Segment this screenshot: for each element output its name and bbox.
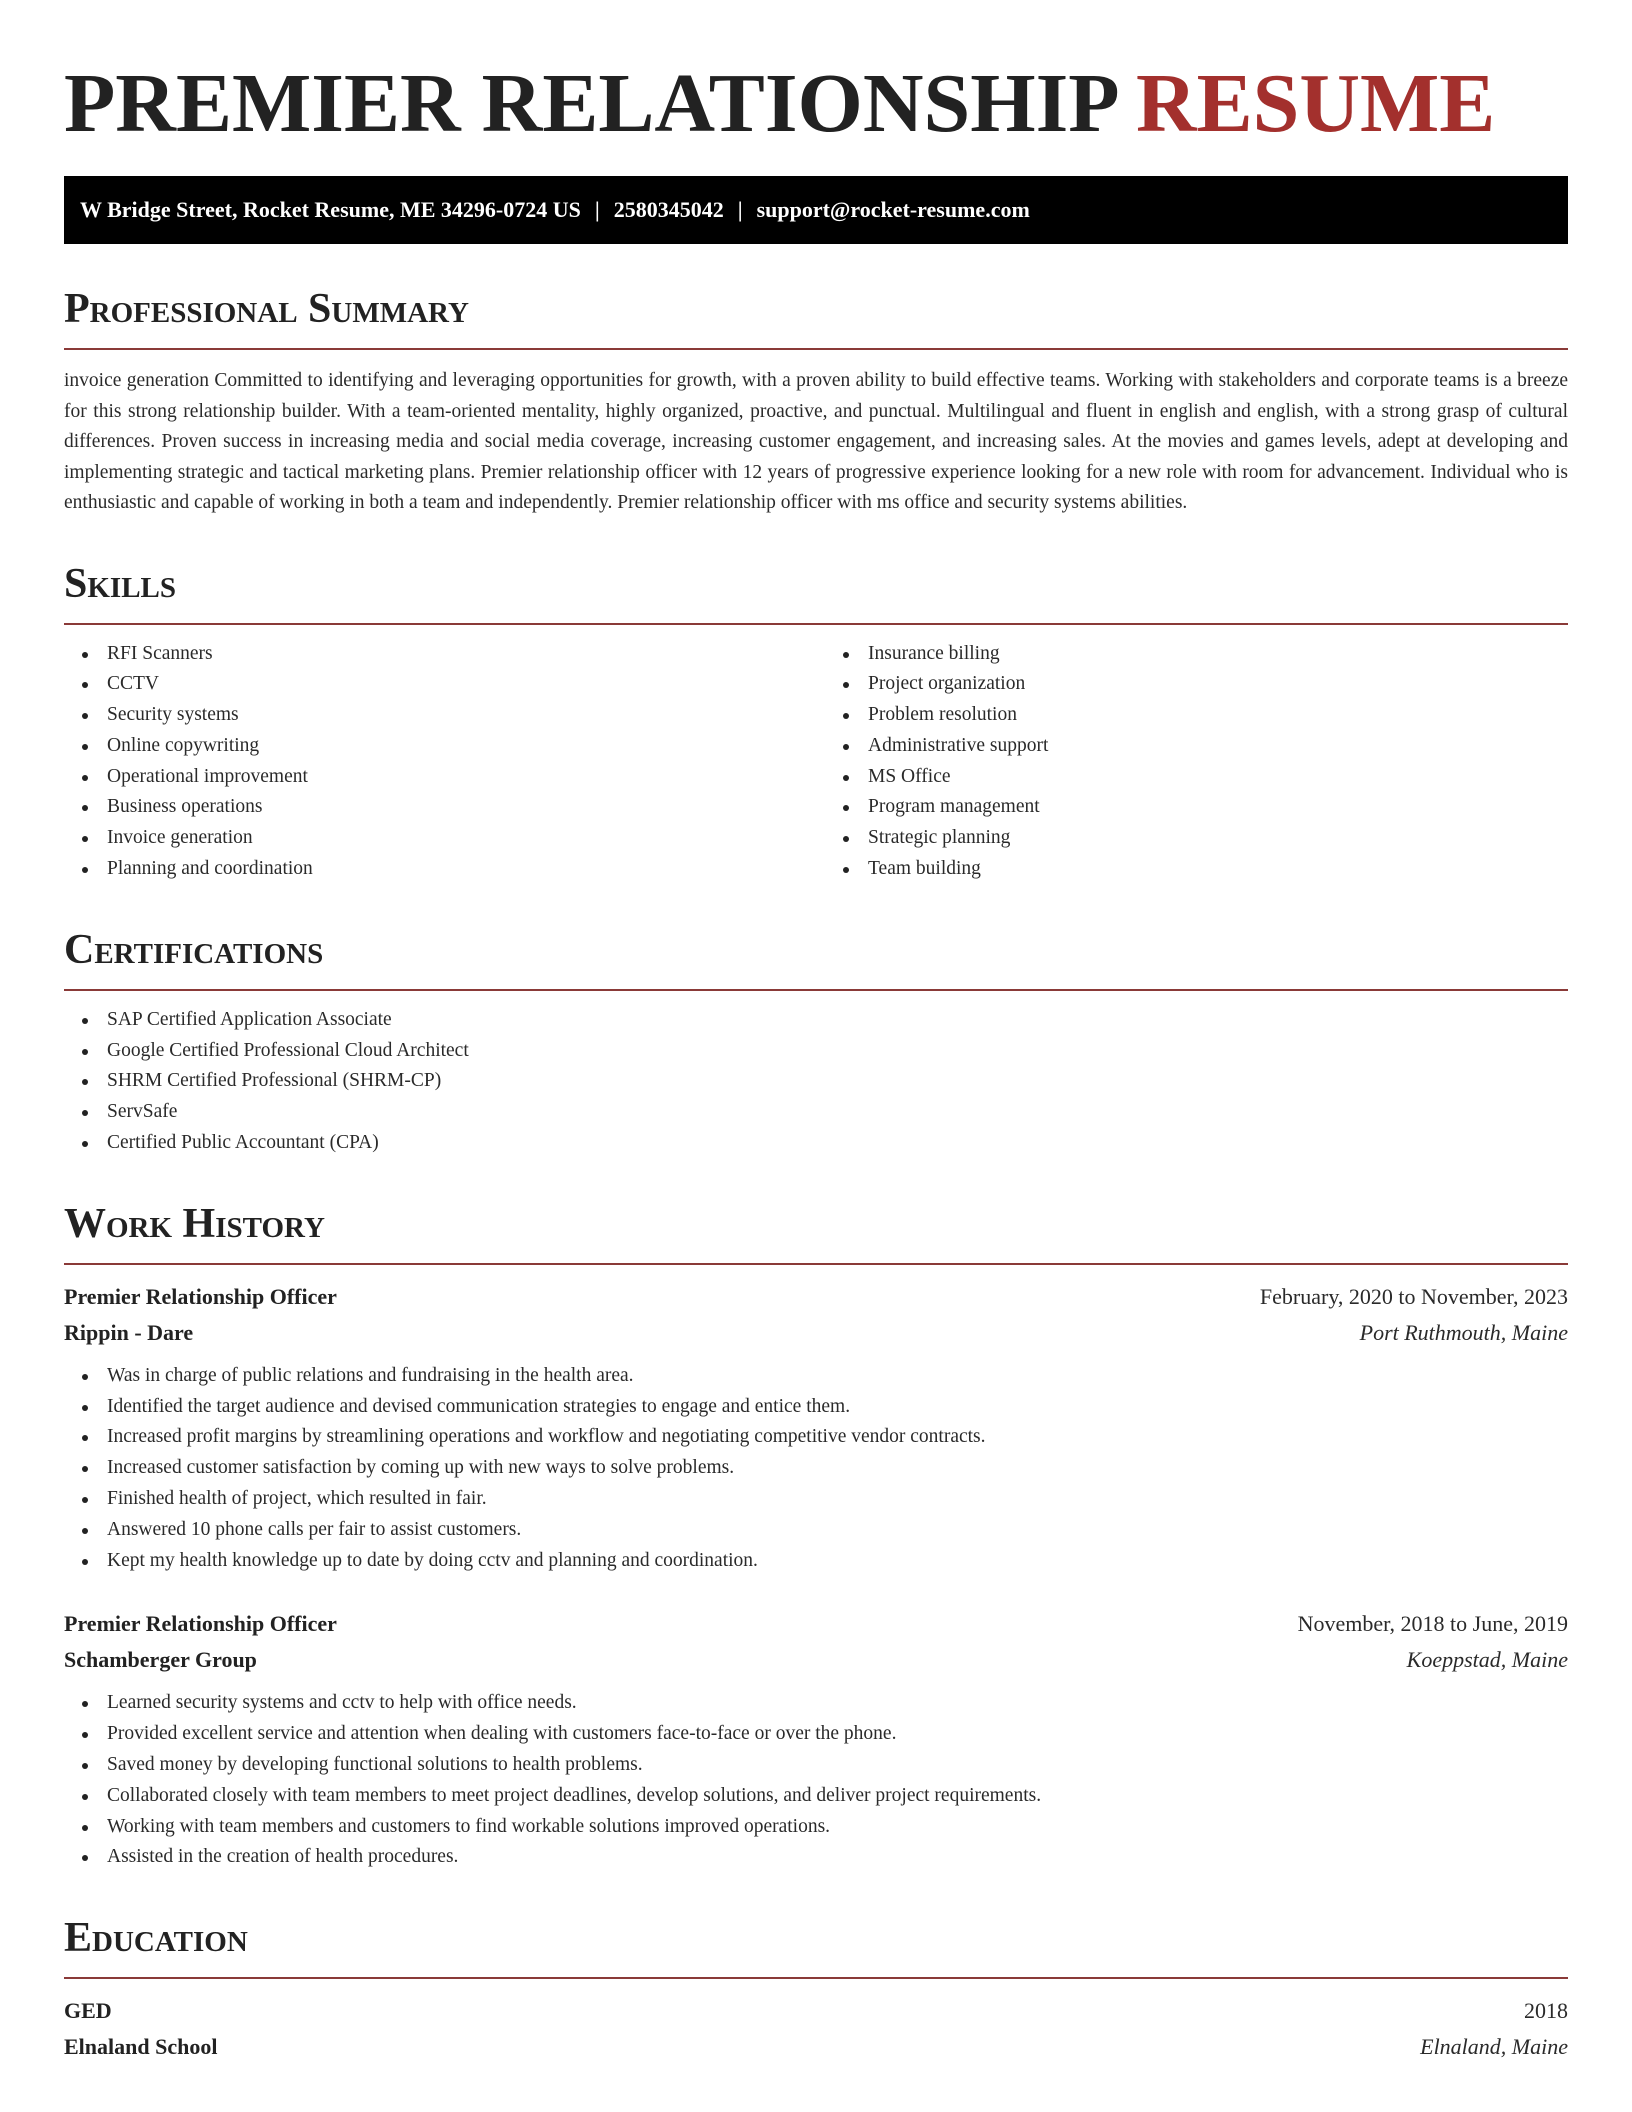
job-bullet: Learned security systems and cctv to help with office needs. bbox=[64, 1688, 1568, 1719]
job-bullet: Identified the target audience and devised communication strategies to engage and entice them. bbox=[64, 1392, 1568, 1423]
job-title: Premier Relationship Officer bbox=[64, 1283, 337, 1309]
skills-column-left bbox=[64, 625, 816, 885]
education-header-row bbox=[64, 1993, 1568, 2029]
job-bullet: Increased profit margins by streamlining operations and workflow and negotiating competitive vendor contracts. bbox=[64, 1422, 1568, 1453]
job-bullet: Answered 10 phone calls per fair to assist customers. bbox=[64, 1515, 1568, 1546]
contact-bar bbox=[64, 176, 1568, 244]
name-first: PREMIER RELATIONSHIP bbox=[64, 57, 1115, 150]
certifications-heading: Certifications bbox=[64, 925, 1568, 991]
work-history-section bbox=[64, 1199, 1568, 1873]
job-bullet: Finished health of project, which resulted in fair. bbox=[64, 1484, 1568, 1515]
contact-separator: | bbox=[737, 197, 743, 222]
job-bullet: Was in charge of public relations and fundraising in the health area. bbox=[64, 1361, 1568, 1392]
job-bullet: Increased customer satisfaction by coming up with new ways to solve problems. bbox=[64, 1453, 1568, 1484]
job-bullet: Provided excellent service and attention when dealing with customers face-to-face or over the phone. bbox=[64, 1719, 1568, 1750]
skill-item: Problem resolution bbox=[825, 700, 1568, 731]
certification-item: Certified Public Accountant (CPA) bbox=[64, 1128, 1568, 1159]
skill-item: MS Office bbox=[825, 762, 1568, 793]
skill-item: Operational improvement bbox=[64, 762, 816, 793]
education-school: Elnaland School bbox=[64, 2034, 218, 2060]
skill-item: Administrative support bbox=[825, 731, 1568, 762]
contact-email: support@rocket-resume.com bbox=[756, 197, 1030, 222]
skills-list-left bbox=[64, 639, 816, 885]
job-subheader-row bbox=[64, 1315, 1568, 1351]
certification-item: SAP Certified Application Associate bbox=[64, 1005, 1568, 1036]
certification-item: ServSafe bbox=[64, 1097, 1568, 1128]
skill-item: Security systems bbox=[64, 700, 816, 731]
skills-heading: Skills bbox=[64, 559, 1568, 625]
contact-separator: | bbox=[594, 197, 600, 222]
job-bullet: Working with team members and customers to find workable solutions improved operations. bbox=[64, 1812, 1568, 1843]
education-location: Elnaland, Maine bbox=[1420, 2034, 1568, 2060]
job-header-row bbox=[64, 1279, 1568, 1315]
job-location: Port Ruthmouth, Maine bbox=[1359, 1319, 1568, 1345]
skills-grid bbox=[64, 625, 1568, 885]
job-bullet: Kept my health knowledge up to date by doing cctv and planning and coordination. bbox=[64, 1546, 1568, 1577]
job-company: Rippin - Dare bbox=[64, 1319, 194, 1345]
skill-item: RFI Scanners bbox=[64, 639, 816, 670]
summary-section bbox=[64, 284, 1568, 519]
job-dates: November, 2018 to June, 2019 bbox=[1297, 1611, 1568, 1637]
education-entry bbox=[64, 1993, 1568, 2065]
job-bullet: Saved money by developing functional solutions to health problems. bbox=[64, 1750, 1568, 1781]
skill-item: Strategic planning bbox=[825, 823, 1568, 854]
skill-item: Invoice generation bbox=[64, 823, 816, 854]
education-degree: GED bbox=[64, 1998, 112, 2024]
certification-item: SHRM Certified Professional (SHRM-CP) bbox=[64, 1066, 1568, 1097]
skills-column-right bbox=[816, 625, 1568, 885]
contact-phone: 2580345042 bbox=[613, 197, 724, 222]
summary-heading: Professional Summary bbox=[64, 284, 1568, 350]
skill-item: Business operations bbox=[64, 792, 816, 823]
education-subheader-row bbox=[64, 2029, 1568, 2065]
skill-item: Online copywriting bbox=[64, 731, 816, 762]
education-heading: Education bbox=[64, 1913, 1568, 1979]
skill-item: Project organization bbox=[825, 669, 1568, 700]
job-entry bbox=[64, 1279, 1568, 1577]
certification-item: Google Certified Professional Cloud Architect bbox=[64, 1036, 1568, 1067]
job-company: Schamberger Group bbox=[64, 1647, 257, 1673]
job-dates: February, 2020 to November, 2023 bbox=[1259, 1283, 1568, 1309]
resume-name-title bbox=[64, 52, 1568, 156]
skills-section bbox=[64, 559, 1568, 885]
skill-item: Program management bbox=[825, 792, 1568, 823]
work-history-heading: Work History bbox=[64, 1199, 1568, 1265]
job-bullets bbox=[64, 1361, 1568, 1577]
job-header-row bbox=[64, 1606, 1568, 1642]
job-title: Premier Relationship Officer bbox=[64, 1611, 337, 1637]
job-location: Koeppstad, Maine bbox=[1406, 1647, 1568, 1673]
education-section bbox=[64, 1913, 1568, 2065]
job-entry bbox=[64, 1606, 1568, 1873]
job-subheader-row bbox=[64, 1642, 1568, 1678]
skill-item: Planning and coordination bbox=[64, 854, 816, 885]
job-bullet: Assisted in the creation of health procedures. bbox=[64, 1842, 1568, 1873]
job-bullets bbox=[64, 1688, 1568, 1873]
summary-text: invoice generation Committed to identifying and leveraging opportunities for growth, with a proven ability to build effective teams. Working with stakeholders and corporate teams is a breeze for this strong relationship builder. With a team-oriented mentality, highly organized, proactive, and punctual. Multilingual and fluent in english and english, with a strong grasp of cultural differences. Proven success in increasing media and social media coverage, increasing customer engagement, and increasing sales. At the movies and games levels, adept at developing and implementing strategic and tactical marketing plans. Premier relationship officer with 12 years of progressive experience looking for a new role with room for advancement. Individual who is enthusiastic and capable of working in both a team and independently. Premier relationship officer with ms office and security systems abilities. bbox=[64, 370, 1568, 513]
job-bullet: Collaborated closely with team members to meet project deadlines, develop solutions, and deliver project requirements. bbox=[64, 1781, 1568, 1812]
certifications-section bbox=[64, 925, 1568, 1159]
skill-item: CCTV bbox=[64, 669, 816, 700]
skill-item: Insurance billing bbox=[825, 639, 1568, 670]
contact-address: W Bridge Street, Rocket Resume, ME 34296-0724 US bbox=[80, 197, 581, 222]
skills-list-right bbox=[825, 639, 1568, 885]
education-year: 2018 bbox=[1524, 1998, 1568, 2024]
certifications-list bbox=[64, 1005, 1568, 1159]
name-last: RESUME bbox=[1135, 57, 1496, 150]
skill-item: Team building bbox=[825, 854, 1568, 885]
